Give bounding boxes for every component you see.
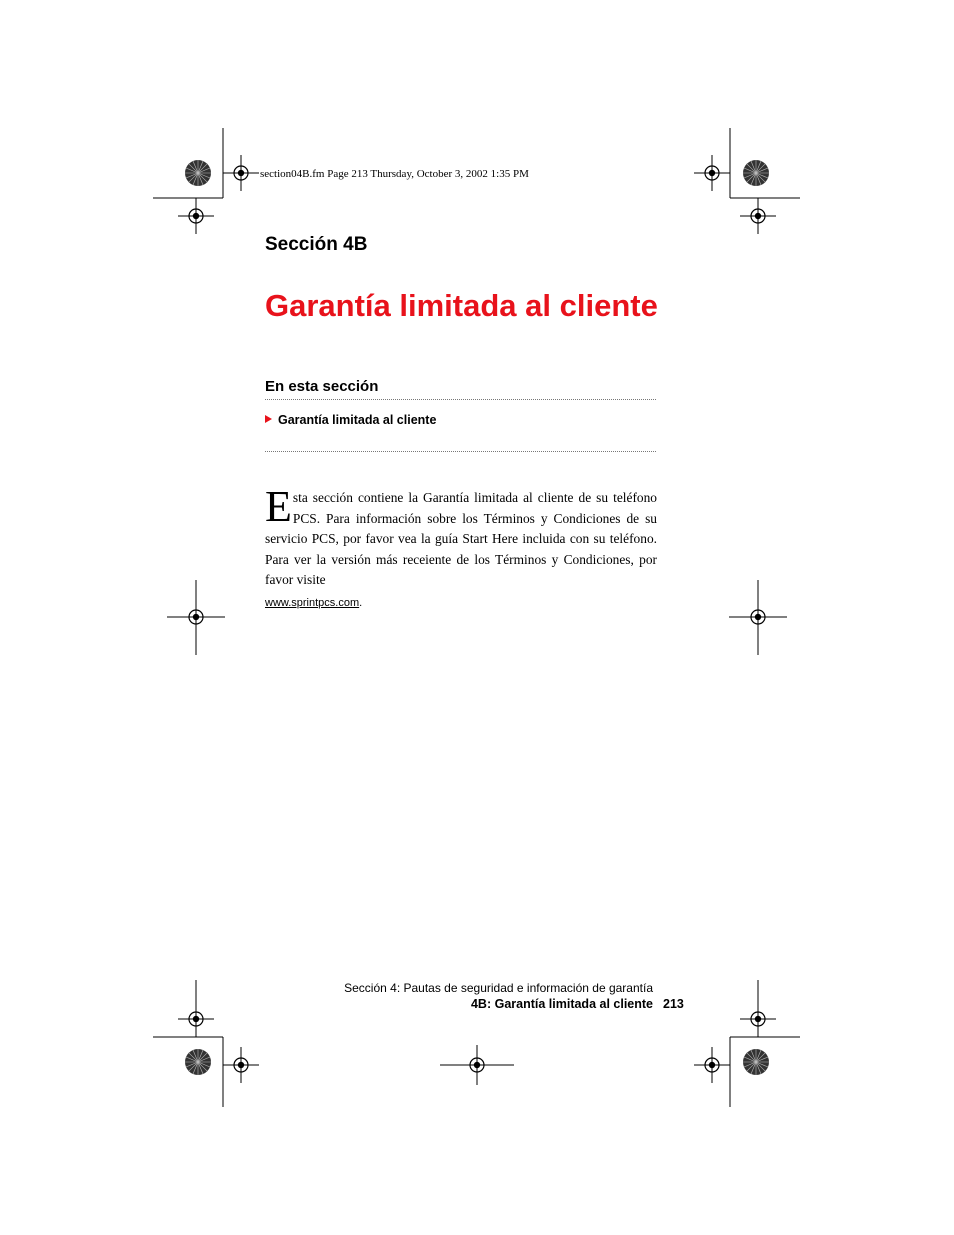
section-label: Sección 4B xyxy=(265,234,368,255)
registration-mark-bottom-left-a xyxy=(178,1001,214,1037)
star-target-top-right xyxy=(743,160,769,186)
footer-section: 4B: Garantía limitada al cliente xyxy=(470,997,653,1011)
toc-heading: En esta sección xyxy=(265,378,379,395)
crop-mark-top-left xyxy=(153,128,223,198)
crop-mark-bottom-right xyxy=(730,1037,800,1107)
crop-mark-top-right xyxy=(730,128,800,198)
url-suffix: . xyxy=(359,596,363,609)
body-text: sta sección contiene la Garantía limitada al cliente de su teléfono PCS. Para información sobre los Términos y Condiciones de su servicio PCS, por favor vea la guía Start Here incluida con su teléfono. Para ver la versión más receiente de los Términos y Condiciones, por favor visite xyxy=(265,490,657,588)
registration-mark-bottom-right-b xyxy=(694,1047,730,1083)
star-target-bottom-right xyxy=(743,1049,769,1075)
registration-mark-bottom-right-a xyxy=(740,1001,776,1037)
registration-mark-top-left-a xyxy=(223,155,259,191)
star-target-bottom-left xyxy=(185,1049,211,1075)
registration-mark-top-right-b xyxy=(740,198,776,234)
dropcap: E xyxy=(265,482,292,531)
sprintpcs-link[interactable]: www.sprintpcs.com xyxy=(265,596,360,609)
page-number: 213 xyxy=(663,997,684,1011)
registration-mark-top-left-b xyxy=(178,198,214,234)
star-target-top-left xyxy=(185,160,211,186)
toc-item-label: Garantía limitada al cliente xyxy=(278,413,437,427)
footer-chapter: Sección 4: Pautas de seguridad e información de garantía xyxy=(344,981,653,995)
print-stamp: section04B.fm Page 213 Thursday, October 3, 2002 1:35 PM xyxy=(260,168,529,180)
registration-mark-top-right-a xyxy=(694,155,730,191)
page-title: Garantía limitada al cliente xyxy=(265,288,658,323)
registration-mark-bottom-left-b xyxy=(223,1047,259,1083)
crop-mark-bottom-left xyxy=(153,1037,223,1107)
